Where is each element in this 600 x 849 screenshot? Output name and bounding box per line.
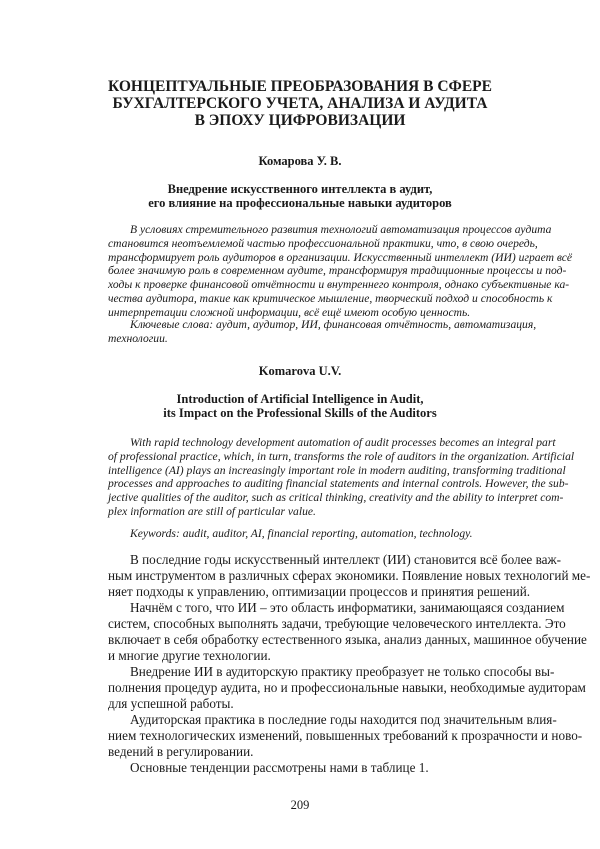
subtitle-line: its Impact on the Professional Skills of the Auditors (108, 406, 492, 420)
keywords-line: Keywords: audit, auditor, AI, financial reporting, automation, technology. (108, 527, 492, 541)
body-line: Основные тенденции рассмотрены нами в таблице 1. (108, 760, 492, 776)
body-line: и многие другие технологии. (108, 648, 492, 664)
abstract-line: ходы к проверке финансовой отчётности и внутреннего контроля, однако субъективные ка- (108, 278, 492, 292)
keywords-ru (108, 318, 492, 346)
keywords-line: технологии. (108, 332, 492, 346)
abstract-line: of professional practice, which, in turn, transforms the role of auditors in the organization. Artificial (108, 450, 492, 464)
abstract-line: более значимую роль в современном аудите, трансформируя традиционные процессы и под- (108, 264, 492, 278)
abstract-line: чества аудитора, такие как критическое мышление, творческий подход и способность к (108, 292, 492, 306)
abstract-line: plex information are still of particular value. (108, 505, 492, 519)
abstract-line: With rapid technology development automation of audit processes becomes an integral part (108, 436, 492, 450)
abstract-line: intelligence (AI) plays an increasingly important role in modern auditing, transforming traditional (108, 464, 492, 478)
abstract-line: трансформирует роль аудиторов в организации. Искусственный интеллект (ИИ) играет всё (108, 251, 492, 265)
body-line: ведений в регулировании. (108, 744, 492, 760)
keywords-line: Ключевые слова: аудит, аудитор, ИИ, финансовая отчётность, автоматизация, (108, 318, 492, 332)
page-number: 209 (108, 798, 492, 813)
body-line: Начнём с того, что ИИ – это область информатики, занимающаяся созданием (108, 600, 492, 616)
article-section-title (108, 78, 492, 129)
paragraph (108, 760, 492, 776)
keywords-en (108, 527, 492, 541)
abstract-line: processes and approaches to auditing financial statements and internal controls. However, the sub- (108, 477, 492, 491)
body-line: для успешной работы. (108, 696, 492, 712)
title-line: В ЭПОХУ ЦИФРОВИЗАЦИИ (108, 112, 492, 129)
author-en: Komarova U.V. (108, 364, 492, 379)
body-line: включает в себя обработку естественного языка, анализ данных, машинное обучение (108, 632, 492, 648)
abstract-ru (108, 223, 492, 320)
abstract-line: становится неотъемлемой частью профессиональной практики, что, в свою очередь, (108, 237, 492, 251)
body-line: полнения процедур аудита, но и профессиональные навыки, необходимые аудиторам (108, 680, 492, 696)
subtitle-line: его влияние на профессиональные навыки аудиторов (108, 196, 492, 210)
abstract-line: интерпретации сложной информации, всё ещё имеют особую ценность. (108, 306, 492, 320)
body-line: няет подходы к управлению, оптимизации процессов и принятия решений. (108, 584, 492, 600)
title-line: КОНЦЕПТУАЛЬНЫЕ ПРЕОБРАЗОВАНИЯ В СФЕРЕ (108, 78, 492, 95)
body-line: нием технологических изменений, повышенных требований к прозрачности и ново- (108, 728, 492, 744)
author-ru: Комарова У. В. (108, 154, 492, 169)
subtitle-line: Внедрение искусственного интеллекта в аудит, (108, 182, 492, 196)
paragraph (108, 712, 492, 760)
abstract-en (108, 436, 492, 519)
subtitle-ru (108, 182, 492, 210)
body-line: Внедрение ИИ в аудиторскую практику преобразует не только способы вы- (108, 664, 492, 680)
abstract-line: jective qualities of the auditor, such as critical thinking, creativity and the ability to interpret com- (108, 491, 492, 505)
abstract-line: В условиях стремительного развития технологий автоматизация процессов аудита (108, 223, 492, 237)
paragraph (108, 600, 492, 664)
subtitle-en (108, 392, 492, 420)
paragraph (108, 552, 492, 600)
body-text (108, 552, 492, 776)
title-line: БУХГАЛТЕРСКОГО УЧЕТА, АНАЛИЗА И АУДИТА (108, 95, 492, 112)
body-line: Аудиторская практика в последние годы находится под значительным влия- (108, 712, 492, 728)
subtitle-line: Introduction of Artificial Intelligence in Audit, (108, 392, 492, 406)
body-line: ным инструментом в различных сферах экономики. Появление новых технологий ме- (108, 568, 492, 584)
body-line: В последние годы искусственный интеллект (ИИ) становится всё более важ- (108, 552, 492, 568)
paragraph (108, 664, 492, 712)
body-line: систем, способных выполнять задачи, требующие человеческого интеллекта. Это (108, 616, 492, 632)
